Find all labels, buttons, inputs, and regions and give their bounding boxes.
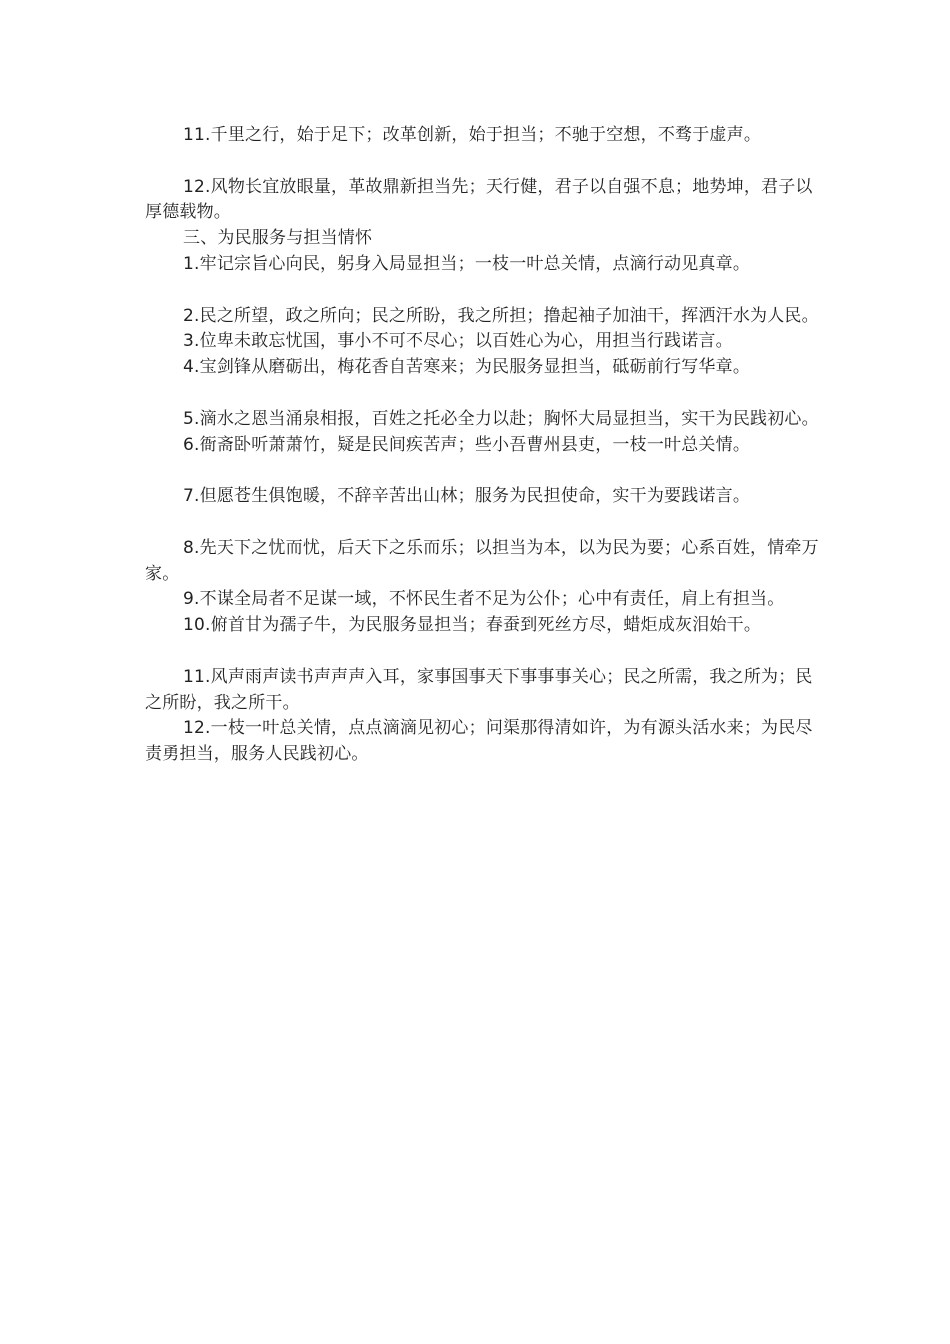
paragraph-item-5: 5.滴水之恩当涌泉相报，百姓之托必全力以赴；胸怀大局显担当，实干为民践初心。 — [183, 408, 819, 429]
document-body — [145, 123, 825, 768]
paragraph-item-1: 1.牢记宗旨心向民，躬身入局显担当；一枝一叶总关情，点滴行动见真章。 — [183, 253, 751, 274]
paragraph-item-4: 4.宝剑锋从磨砺出，梅花香自苦寒来；为民服务显担当，砥砺前行写华章。 — [183, 357, 751, 378]
paragraph-item-7: 7.但愿苍生俱饱暖，不辞辛苦出山林；服务为民担使命，实干为要践诺言。 — [183, 486, 751, 507]
paragraph-item-3: 3.位卑未敢忘忧国，事小不可不尽心；以百姓心为心，用担当行践诺言。 — [183, 331, 733, 352]
paragraph-item-9: 9.不谋全局者不足谋一域，不怀民生者不足为公仆；心中有责任，肩上有担当。 — [183, 589, 785, 610]
paragraph-gap — [145, 278, 825, 304]
paragraph-item-6: 6.衙斋卧听萧萧竹，疑是民间疾苦声；些小吾曹州县吏，一枝一叶总关情。 — [183, 434, 751, 455]
paragraph-item-11: 11.风声雨声读书声声声入耳，家事国事天下事事事关心；民之所需，我之所为；民之所盼，我之所干。 — [145, 666, 813, 713]
paragraph-top-11: 11.千里之行，始于足下；改革创新，始于担当；不驰于空想，不骛于虚声。 — [183, 125, 762, 145]
paragraph-gap — [145, 458, 825, 484]
paragraph-gap — [145, 149, 825, 175]
paragraph-top-12: 12.风物长宜放眼量，革故鼎新担当先；天行健，君子以自强不息；地势坤，君子以厚德载物。 — [145, 176, 813, 223]
paragraph-item-12: 12.一枝一叶总关情，点点滴滴见初心；问渠那得清如许，为有源头活水来；为民尽责勇担当，服务人民践初心。 — [145, 718, 813, 765]
paragraph-item-2: 2.民之所望，政之所向；民之所盼，我之所担；撸起袖子加油干，挥洒汗水为人民。 — [183, 305, 819, 326]
paragraph-gap — [145, 639, 825, 665]
paragraph-item-10: 10.俯首甘为孺子牛，为民服务显担当；春蚕到死丝方尽，蜡炬成灰泪始干。 — [183, 615, 762, 636]
paragraph-gap — [145, 510, 825, 536]
section-heading: 三、为民服务与担当情怀 — [183, 228, 373, 249]
paragraph-item-8: 8.先天下之忧而忧，后天下之乐而乐；以担当为本，以为民为要；心系百姓，情牵万家。 — [145, 537, 819, 584]
paragraph-gap — [145, 381, 825, 407]
